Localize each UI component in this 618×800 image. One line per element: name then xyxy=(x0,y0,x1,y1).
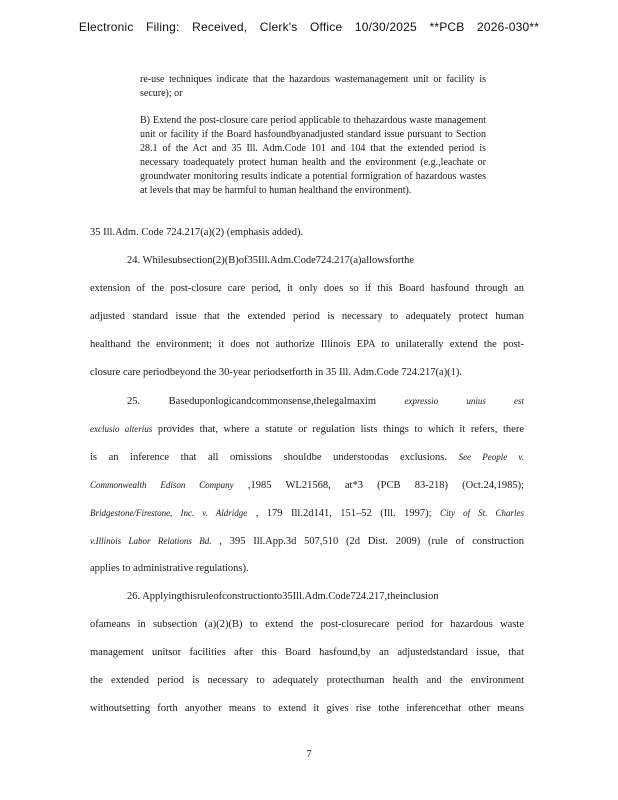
para-25-line-4 xyxy=(90,478,524,493)
case-citation: , 395 Ill.App.3d 507,510 (2d Dist. 2009) (rule of construction xyxy=(211,536,524,547)
para-25-line-3 xyxy=(90,450,524,465)
para-24-line-2: extension of the post-closure care period, it only does so if this Board hasfound through an xyxy=(90,283,524,294)
case-citation: , 179 Ill.2d141, 151–52 (Ill. 1997); xyxy=(247,508,441,519)
block-quote-continuation: re-use techniques indicate that the hazardous wastemanagement unit or facility is secure); or xyxy=(140,74,486,99)
case-name: City of St. Charles xyxy=(440,508,524,518)
para-25-text: provides that, where a statute or regulation lists things to which it refers, there xyxy=(152,424,524,435)
para-24-line-4: healthand the environment; it does not authorize Illinois EPA to unilaterally extend the post- xyxy=(90,339,524,350)
para-25-line-7: applies to administrative regulations). xyxy=(90,563,249,574)
para-25-line-6 xyxy=(90,534,524,549)
case-name: Commonwealth Edison Company xyxy=(90,480,234,490)
para-26-line-1: 26. Applyingthisruleofconstructionto35Ill.Adm.Code724.217,theinclusion xyxy=(127,591,439,602)
para-26-line-3: management unitsor facilities after this Board hasfound,by an adjustedstandard issue, that xyxy=(90,647,524,658)
page-number: 7 xyxy=(306,749,312,760)
para-24-line-3: adjusted standard issue that the extended period is necessary to adequately protect human xyxy=(90,311,524,322)
filing-header: Electronic Filing: Received, Clerk's Office 10/30/2025 **PCB 2026-030** xyxy=(78,20,540,34)
para-25-line-2 xyxy=(90,422,524,437)
case-name: v.Illinois Labor Relations Bd. xyxy=(90,536,212,546)
para-24-line-5: closure care periodbeyond the 30-year periodsetforth in 35 Ill. Adm.Code 724.217(a)(1). xyxy=(90,367,463,378)
para-26-line-5: withoutsetting forth anyother means to extend it gives rise tothe inferencethat other means xyxy=(90,703,524,714)
para-26-line-4: the extended period is necessary to adequately protecthuman health and the environment xyxy=(90,675,524,686)
citation-line: 35 Ill.Adm. Code 724.217(a)(2) (emphasis added). xyxy=(90,227,304,238)
case-name: Bridgestone/Firestone, Inc. v. Aldridge xyxy=(90,508,248,518)
para-25-text: is an inference that all omissions shouldbe understoodas exclusions. xyxy=(90,452,459,463)
case-citation: ,1985 WL21568, at*3 (PCB 83-218) (Oct.24,1985); xyxy=(233,480,524,491)
para-25-line-5 xyxy=(90,506,524,521)
para-25-lead: 25. Baseduponlogicandcommonsense,thelegalmaxim xyxy=(127,396,376,407)
latin-maxim: expressio unius est xyxy=(404,396,524,406)
para-25-line-1 xyxy=(127,394,524,409)
block-quote-subsection-b: B) Extend the post-closure care period applicable to thehazardous waste management unit or facility if the Board hasfoundbyanadjusted standard issue pursuant to Section 28.1 of the Act and 35 Ill. Adm.Code 101 and 104 that the extended period is necessary toadequately protect human health and the environment (e.g.,leachate or groundwater monitoring results indicate a potential formigration of hazardous wastes at levels that may be harmful to human healthand the environment). xyxy=(140,115,486,196)
case-signal: See People v. xyxy=(458,452,524,462)
latin-maxim-end: exclusio alterius xyxy=(90,424,153,434)
para-24-line-1: 24. Whilesubsection(2)(B)of35Ill.Adm.Code724.217(a)allowsforthe xyxy=(127,255,415,266)
para-26-line-2: ofameans in subsection (a)(2)(B) to extend the post-closurecare period for hazardous waste xyxy=(90,619,524,630)
